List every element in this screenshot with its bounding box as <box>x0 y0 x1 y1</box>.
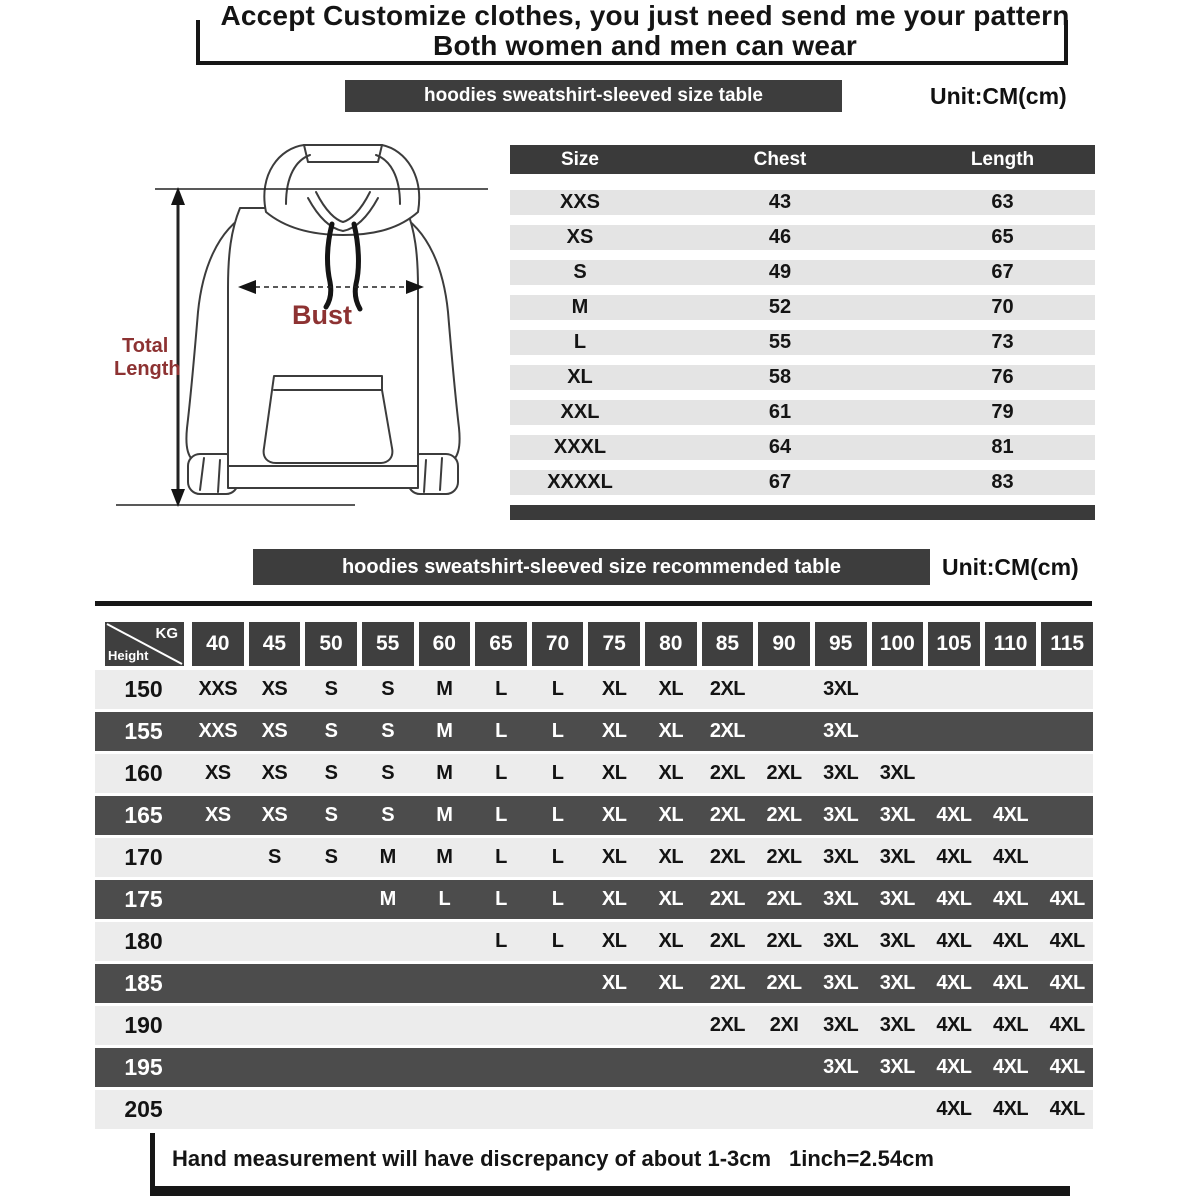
matrix-size-cell: 2XL <box>766 930 802 952</box>
matrix-size-cell: 4XL <box>936 804 972 826</box>
matrix-size-cell: XL <box>601 720 627 742</box>
matrix-size-cell: 3XL <box>823 888 859 910</box>
size-table-cell-size: XL <box>567 366 593 388</box>
matrix-size-cell <box>305 964 357 1003</box>
matrix-row-cells <box>192 712 1093 751</box>
matrix-size-cell <box>305 880 357 919</box>
matrix-size-cell: 2XI <box>769 1014 799 1036</box>
weight-header-cells <box>192 622 1093 666</box>
matrix-size-cell: 2XL <box>709 678 746 700</box>
height-label: 185 <box>124 970 163 996</box>
recommended-table-row <box>95 880 1093 919</box>
matrix-size-cell: 2XL <box>766 972 802 994</box>
matrix-size-cell <box>249 880 301 919</box>
height-label: 170 <box>124 844 163 870</box>
matrix-size-cell: 4XL <box>936 1098 972 1120</box>
matrix-size-cell: 2XL <box>709 930 746 952</box>
recommended-size-matrix <box>95 622 1093 1132</box>
matrix-size-cell <box>928 754 980 793</box>
matrix-size-cell <box>645 1090 697 1129</box>
height-label: 205 <box>124 1096 163 1122</box>
matrix-size-cell: L <box>438 888 451 910</box>
height-label: 150 <box>124 676 163 702</box>
matrix-size-cell: 4XL <box>936 930 972 952</box>
matrix-size-cell: XS <box>261 804 288 826</box>
matrix-size-cell: S <box>324 762 338 784</box>
matrix-size-cell <box>645 1006 697 1045</box>
matrix-size-cell: 4XL <box>936 1056 972 1078</box>
matrix-size-cell <box>305 1090 357 1129</box>
matrix-size-cell <box>192 1006 244 1045</box>
matrix-size-cell: 4XL <box>936 1014 972 1036</box>
weight-header-cell: 70 <box>532 622 584 666</box>
size-table-cell-size: XXL <box>560 401 600 423</box>
size-table-cell-chest: 61 <box>768 401 792 423</box>
matrix-size-cell: 4XL <box>1049 888 1085 910</box>
matrix-size-cell: 3XL <box>879 804 915 826</box>
matrix-size-cell: S <box>324 720 338 742</box>
weight-header-cell: 100 <box>872 622 924 666</box>
matrix-row-cells <box>192 1048 1093 1087</box>
matrix-size-cell: 2XL <box>709 762 746 784</box>
matrix-size-cell <box>362 1006 414 1045</box>
matrix-rows <box>95 670 1093 1129</box>
matrix-size-cell: XXS <box>198 678 238 700</box>
matrix-size-cell <box>305 1048 357 1087</box>
recommended-table-row <box>95 670 1093 709</box>
matrix-size-cell: 4XL <box>992 972 1029 994</box>
size-table-cell-length: 70 <box>991 296 1014 318</box>
matrix-size-cell <box>249 964 301 1003</box>
matrix-size-cell: 2XL <box>709 846 746 868</box>
section-divider-line <box>95 601 1092 606</box>
matrix-size-cell <box>249 1090 301 1129</box>
matrix-row-cells <box>192 838 1093 877</box>
matrix-size-cell: 3XL <box>823 762 859 784</box>
weight-header-cell: 115 <box>1041 622 1093 666</box>
weight-header-cell: 80 <box>645 622 697 666</box>
size-table-cell-chest: 55 <box>768 331 792 353</box>
weight-header-cell: 105 <box>928 622 980 666</box>
header-line2: Both women and men can wear <box>433 30 857 61</box>
matrix-size-cell: S <box>324 678 338 700</box>
matrix-size-cell: XL <box>658 720 684 742</box>
matrix-size-cell: XL <box>658 846 684 868</box>
matrix-size-cell: M <box>436 678 453 700</box>
recommended-table-row <box>95 964 1093 1003</box>
matrix-size-cell: XL <box>601 888 627 910</box>
matrix-size-cell: XS <box>261 762 288 784</box>
matrix-size-cell: 3XL <box>823 804 859 826</box>
size-table-row <box>510 295 1095 320</box>
size-table-cell-size: M <box>571 296 589 318</box>
matrix-size-cell <box>928 712 980 751</box>
size-table-title-bar: hoodies sweatshirt-sleeved size table <box>345 80 842 112</box>
matrix-size-cell: 3XL <box>879 762 915 784</box>
matrix-row-cells <box>192 880 1093 919</box>
matrix-size-cell: 3XL <box>823 720 859 742</box>
matrix-size-cell <box>362 922 414 961</box>
matrix-size-cell <box>872 712 924 751</box>
weight-header-cell: 85 <box>702 622 754 666</box>
matrix-row-cells <box>192 1090 1093 1129</box>
size-table-row <box>510 400 1095 425</box>
weight-header-cell: 40 <box>192 622 244 666</box>
matrix-size-cell <box>1041 838 1093 877</box>
matrix-size-cell <box>192 880 244 919</box>
matrix-size-cell: S <box>381 678 395 700</box>
matrix-size-cell <box>985 670 1037 709</box>
matrix-size-cell <box>419 1048 471 1087</box>
matrix-size-cell: 2XL <box>766 804 802 826</box>
matrix-size-cell: 3XL <box>823 930 859 952</box>
matrix-row-cells <box>192 964 1093 1003</box>
matrix-size-cell: 4XL <box>936 972 972 994</box>
size-table-cell-length: 83 <box>991 471 1014 493</box>
size-table-cell-size: XXS <box>559 191 601 213</box>
matrix-size-cell: XL <box>658 804 684 826</box>
matrix-size-cell: S <box>268 846 281 868</box>
footer-bottom-bar <box>150 1186 1070 1196</box>
matrix-size-cell <box>475 1048 527 1087</box>
matrix-row-cells <box>192 754 1093 793</box>
matrix-size-cell <box>588 1006 640 1045</box>
size-table-cell-size: XXXL <box>553 436 607 458</box>
height-label: 165 <box>124 802 163 828</box>
matrix-size-cell <box>928 670 980 709</box>
matrix-size-cell: 4XL <box>936 888 972 910</box>
matrix-row-cells <box>192 1006 1093 1045</box>
matrix-size-cell: 4XL <box>992 1098 1029 1120</box>
size-table-cell-chest: 46 <box>768 226 792 248</box>
matrix-size-cell <box>305 1006 357 1045</box>
matrix-size-cell: 3XL <box>823 1056 859 1078</box>
matrix-size-cell <box>1041 670 1093 709</box>
height-label: 180 <box>124 928 163 954</box>
size-table-header-length: Length <box>970 149 1035 170</box>
matrix-size-cell: 3XL <box>879 846 915 868</box>
size-table-cell-chest: 64 <box>768 436 792 458</box>
matrix-size-cell <box>362 1048 414 1087</box>
size-table-cell-length: 65 <box>991 226 1014 248</box>
recommended-table-row <box>95 796 1093 835</box>
recommended-table-title-bar: hoodies sweatshirt-sleeved size recommended table <box>253 549 930 585</box>
matrix-size-cell <box>758 670 810 709</box>
matrix-size-cell <box>532 964 584 1003</box>
matrix-size-cell: L <box>495 930 507 952</box>
matrix-size-cell: 3XL <box>823 846 859 868</box>
matrix-size-cell: XL <box>658 678 684 700</box>
size-table-row <box>510 260 1095 285</box>
matrix-size-cell <box>872 1090 924 1129</box>
weight-header-cell: 65 <box>475 622 527 666</box>
matrix-size-cell: 4XL <box>1049 1056 1085 1078</box>
matrix-size-cell: 2XL <box>709 720 746 742</box>
recommended-table-row <box>95 712 1093 751</box>
matrix-size-cell <box>985 754 1037 793</box>
weight-header-cell: 95 <box>815 622 867 666</box>
matrix-size-cell: 4XL <box>1049 930 1085 952</box>
size-table-header-chest: Chest <box>753 149 807 170</box>
matrix-size-cell: 4XL <box>992 1056 1029 1078</box>
recommended-table-row <box>95 838 1093 877</box>
height-label: 195 <box>124 1054 163 1080</box>
height-label: 160 <box>124 760 163 786</box>
matrix-size-cell: 4XL <box>1049 1014 1085 1036</box>
matrix-size-cell: L <box>551 888 564 910</box>
height-label: 175 <box>124 886 163 912</box>
matrix-size-cell: XL <box>658 930 684 952</box>
total-length-label-line1: Total <box>122 335 169 357</box>
header-line1: Accept Customize clothes, you just need send me your pattern <box>220 0 1070 31</box>
size-table-cell-length: 63 <box>991 191 1014 213</box>
matrix-row-cells <box>192 796 1093 835</box>
matrix-size-cell: 2XL <box>766 762 802 784</box>
matrix-size-cell: 2XL <box>766 888 802 910</box>
matrix-size-cell: 3XL <box>823 1014 859 1036</box>
matrix-size-cell <box>419 1090 471 1129</box>
size-table-cell-length: 79 <box>991 401 1014 423</box>
matrix-size-cell: L <box>495 678 507 700</box>
matrix-size-cell: L <box>551 762 564 784</box>
matrix-size-cell: 4XL <box>992 888 1029 910</box>
matrix-size-cell: 4XL <box>936 846 972 868</box>
matrix-size-cell: S <box>381 762 395 784</box>
size-table-cell-chest: 67 <box>768 471 792 493</box>
size-table-cell-chest: 49 <box>768 261 792 283</box>
matrix-size-cell: 3XL <box>879 972 915 994</box>
matrix-size-cell <box>192 964 244 1003</box>
matrix-size-cell: L <box>495 804 507 826</box>
matrix-size-cell: M <box>379 846 396 868</box>
hoodie-measurement-diagram <box>100 132 500 524</box>
matrix-size-cell: 2XL <box>709 972 746 994</box>
matrix-size-cell: XXS <box>198 720 238 742</box>
size-table <box>510 145 1095 520</box>
matrix-header-gap <box>184 622 192 666</box>
matrix-size-cell: 2XL <box>766 846 802 868</box>
weight-header-cell: 110 <box>985 622 1037 666</box>
size-table-cell-size: S <box>573 261 587 283</box>
matrix-size-cell: M <box>436 720 453 742</box>
matrix-size-cell <box>985 712 1037 751</box>
matrix-size-cell: 2XL <box>709 804 746 826</box>
corner-kg-label: KG <box>155 625 178 642</box>
header-bracket <box>196 20 1068 65</box>
matrix-size-cell: L <box>495 846 507 868</box>
size-table-cell-size: L <box>573 331 587 353</box>
matrix-size-cell <box>475 964 527 1003</box>
size-table-cell-size: XS <box>566 226 594 248</box>
size-table-cell-length: 81 <box>991 436 1014 458</box>
matrix-size-cell: XL <box>601 678 627 700</box>
matrix-size-cell: 3XL <box>879 1056 915 1078</box>
matrix-size-cell <box>532 1048 584 1087</box>
size-table-header-size: Size <box>560 149 600 170</box>
matrix-size-cell <box>192 922 244 961</box>
matrix-row-cells <box>192 922 1093 961</box>
matrix-size-cell: XL <box>658 888 684 910</box>
matrix-size-cell <box>475 1090 527 1129</box>
matrix-size-cell <box>758 1048 810 1087</box>
size-table-row <box>510 190 1095 215</box>
matrix-size-cell: XS <box>204 804 231 826</box>
size-table-cell-length: 76 <box>991 366 1014 388</box>
matrix-size-cell: 4XL <box>1049 1098 1085 1120</box>
matrix-size-cell <box>872 670 924 709</box>
corner-height-label: Height <box>108 648 149 663</box>
size-table-cell-length: 67 <box>991 261 1014 283</box>
matrix-size-cell: XS <box>204 762 231 784</box>
recommended-table-row <box>95 1006 1093 1045</box>
matrix-size-cell: XL <box>601 762 627 784</box>
matrix-size-cell: L <box>551 720 564 742</box>
matrix-size-cell <box>702 1090 754 1129</box>
matrix-size-cell: 4XL <box>992 1014 1029 1036</box>
matrix-size-cell: M <box>436 762 453 784</box>
matrix-size-cell: L <box>495 762 507 784</box>
matrix-size-cell: S <box>381 804 395 826</box>
matrix-size-cell: 3XL <box>879 1014 915 1036</box>
weight-header-cell: 60 <box>419 622 471 666</box>
size-table-cell-length: 73 <box>991 331 1014 353</box>
matrix-corner-cell <box>105 622 184 666</box>
weight-header-cell: 55 <box>362 622 414 666</box>
matrix-size-cell: L <box>495 720 507 742</box>
matrix-size-cell: XL <box>658 972 684 994</box>
matrix-size-cell <box>532 1090 584 1129</box>
matrix-size-cell <box>815 1090 867 1129</box>
matrix-size-cell <box>419 964 471 1003</box>
matrix-size-cell: 2XL <box>709 1014 746 1036</box>
footer-conversion: 1inch=2.54cm <box>789 1146 934 1171</box>
matrix-size-cell: 3XL <box>879 930 915 952</box>
matrix-size-cell: 2XL <box>709 888 746 910</box>
matrix-size-cell <box>645 1048 697 1087</box>
matrix-size-cell <box>758 1090 810 1129</box>
size-table-row <box>510 435 1095 460</box>
matrix-size-cell <box>419 1006 471 1045</box>
size-table-row <box>510 470 1095 495</box>
weight-header-cell: 75 <box>588 622 640 666</box>
matrix-size-cell <box>1041 712 1093 751</box>
recommended-table-row <box>95 754 1093 793</box>
matrix-size-cell <box>588 1090 640 1129</box>
matrix-size-cell: 4XL <box>992 846 1029 868</box>
matrix-size-cell: S <box>324 846 338 868</box>
matrix-size-cell: S <box>324 804 338 826</box>
weight-header-cell: 50 <box>305 622 357 666</box>
matrix-size-cell <box>362 964 414 1003</box>
total-length-label-line2: Length <box>114 358 181 380</box>
size-table-cell-chest: 58 <box>768 366 792 388</box>
matrix-size-cell: 3XL <box>879 888 915 910</box>
size-table-cell-chest: 52 <box>768 296 792 318</box>
matrix-size-cell <box>192 838 244 877</box>
matrix-size-cell: S <box>381 720 395 742</box>
recommended-table-row <box>95 922 1093 961</box>
matrix-size-cell: XL <box>658 762 684 784</box>
matrix-size-cell <box>362 1090 414 1129</box>
bust-label: Bust <box>292 300 352 330</box>
weight-header-cell: 45 <box>249 622 301 666</box>
size-table-unit-label: Unit:CM(cm) <box>930 83 1067 109</box>
matrix-size-cell: XL <box>601 804 627 826</box>
matrix-size-cell <box>532 1006 584 1045</box>
matrix-size-cell: XS <box>261 720 288 742</box>
matrix-size-cell <box>475 1006 527 1045</box>
matrix-size-cell <box>249 922 301 961</box>
size-table-cell-size: XXXXL <box>547 471 613 493</box>
matrix-size-cell <box>249 1006 301 1045</box>
matrix-size-cell: 3XL <box>823 678 859 700</box>
matrix-size-cell: L <box>495 888 507 910</box>
matrix-size-cell <box>702 1048 754 1087</box>
matrix-size-cell: 4XL <box>1049 972 1085 994</box>
matrix-size-cell: XL <box>601 930 627 952</box>
matrix-size-cell: XL <box>601 972 627 994</box>
recommended-table-row <box>95 1090 1093 1129</box>
weight-header-cell: 90 <box>758 622 810 666</box>
size-table-row <box>510 225 1095 250</box>
matrix-size-cell <box>1041 796 1093 835</box>
height-label: 155 <box>124 718 163 744</box>
matrix-size-cell: 4XL <box>992 930 1029 952</box>
footer-left-line <box>150 1133 155 1190</box>
matrix-size-cell: L <box>551 804 564 826</box>
size-table-row <box>510 330 1095 355</box>
matrix-size-cell <box>419 922 471 961</box>
matrix-size-cell <box>192 1048 244 1087</box>
matrix-size-cell: M <box>379 888 396 910</box>
size-table-header-row <box>510 145 1095 174</box>
matrix-size-cell: L <box>551 846 564 868</box>
height-label: 190 <box>124 1012 163 1038</box>
matrix-size-cell <box>249 1048 301 1087</box>
matrix-size-cell: L <box>551 930 564 952</box>
matrix-size-cell: M <box>436 846 453 868</box>
matrix-size-cell <box>588 1048 640 1087</box>
recommended-table-row <box>95 1048 1093 1087</box>
matrix-size-cell: XL <box>601 846 627 868</box>
matrix-size-cell: 4XL <box>992 804 1029 826</box>
matrix-row-cells <box>192 670 1093 709</box>
size-table-rows <box>510 190 1095 495</box>
matrix-size-cell: XS <box>261 678 288 700</box>
matrix-size-cell <box>192 1090 244 1129</box>
matrix-size-cell <box>758 712 810 751</box>
size-table-cell-chest: 43 <box>768 191 792 213</box>
size-table-footer-bar <box>510 505 1095 520</box>
matrix-size-cell <box>305 922 357 961</box>
footer-note: Hand measurement will have discrepancy of about 1-3cm <box>172 1146 772 1171</box>
matrix-size-cell <box>1041 754 1093 793</box>
matrix-size-cell: 3XL <box>823 972 859 994</box>
matrix-header-row <box>95 622 1093 666</box>
recommended-unit-label: Unit:CM(cm) <box>942 554 1079 580</box>
size-table-row <box>510 365 1095 390</box>
matrix-size-cell: M <box>436 804 453 826</box>
matrix-size-cell: L <box>551 678 564 700</box>
